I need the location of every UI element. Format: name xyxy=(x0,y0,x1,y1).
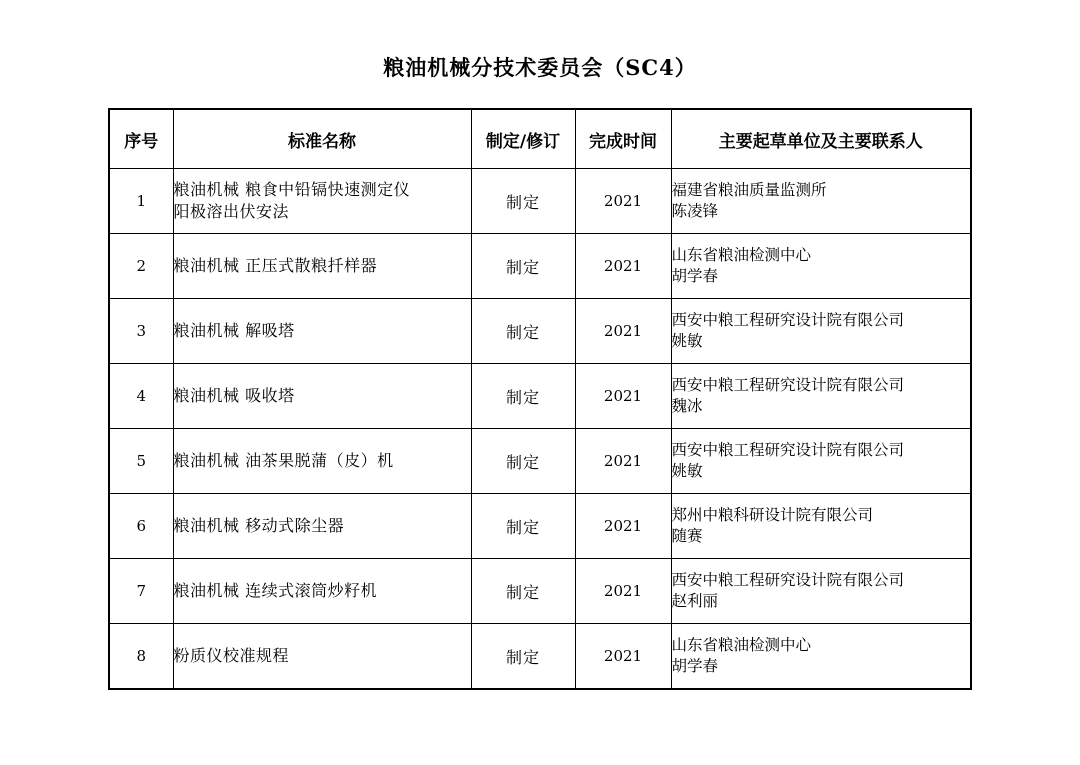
cell-index: 8 xyxy=(109,624,173,690)
table-row xyxy=(109,429,971,494)
standard-name-line: 粉质仪校准规程 xyxy=(173,646,290,666)
organization-line: 西安中粮工程研究设计院有限公司 xyxy=(671,441,905,460)
cell-completion-time: 2021 xyxy=(575,429,671,494)
column-header-index: 序号 xyxy=(109,109,173,169)
cell-index: 3 xyxy=(109,299,173,364)
cell-standard-name xyxy=(173,234,471,299)
contact-person-line: 随赛 xyxy=(671,527,703,545)
table-row xyxy=(109,364,971,429)
standard-name-line: 粮油机械 吸收塔 xyxy=(173,386,295,406)
table-row xyxy=(109,624,971,690)
column-header-type: 制定/修订 xyxy=(471,109,575,169)
contact-person-line: 赵利丽 xyxy=(671,592,719,610)
contact-person-line: 姚敏 xyxy=(671,332,703,350)
cell-standard-name xyxy=(173,364,471,429)
organization-line: 山东省粮油检测中心 xyxy=(671,246,812,265)
contact-person-line: 胡学春 xyxy=(671,267,719,285)
cell-organization xyxy=(671,234,971,299)
cell-type: 制定 xyxy=(471,429,575,494)
cell-organization xyxy=(671,559,971,624)
standard-name-line: 粮油机械 移动式除尘器 xyxy=(173,516,345,536)
cell-completion-time: 2021 xyxy=(575,494,671,559)
cell-type: 制定 xyxy=(471,299,575,364)
cell-organization xyxy=(671,299,971,364)
cell-standard-name xyxy=(173,494,471,559)
cell-index: 2 xyxy=(109,234,173,299)
cell-organization xyxy=(671,429,971,494)
cell-index: 4 xyxy=(109,364,173,429)
table-header xyxy=(109,109,971,169)
contact-person-line: 胡学春 xyxy=(671,657,719,675)
organization-line: 西安中粮工程研究设计院有限公司 xyxy=(671,311,905,330)
cell-type: 制定 xyxy=(471,234,575,299)
cell-standard-name xyxy=(173,299,471,364)
cell-type: 制定 xyxy=(471,624,575,690)
cell-completion-time: 2021 xyxy=(575,299,671,364)
standards-table xyxy=(108,108,972,690)
cell-completion-time: 2021 xyxy=(575,364,671,429)
table-row xyxy=(109,234,971,299)
cell-standard-name xyxy=(173,169,471,234)
page-title: 粮油机械分技术委员会（SC4） xyxy=(383,55,697,80)
table-row xyxy=(109,299,971,364)
table-row xyxy=(109,494,971,559)
contact-person-line: 魏冰 xyxy=(671,397,703,415)
standard-name-line: 粮油机械 正压式散粮扦样器 xyxy=(173,256,378,276)
standard-name-line: 粮油机械 解吸塔 xyxy=(173,321,295,341)
cell-standard-name xyxy=(173,429,471,494)
table-row xyxy=(109,169,971,234)
table-container xyxy=(0,108,1080,690)
cell-index: 1 xyxy=(109,169,173,234)
cell-completion-time: 2021 xyxy=(575,169,671,234)
organization-line: 西安中粮工程研究设计院有限公司 xyxy=(671,571,905,590)
contact-person-line: 陈凌锋 xyxy=(671,202,719,220)
cell-completion-time: 2021 xyxy=(575,559,671,624)
cell-type: 制定 xyxy=(471,169,575,234)
table-body xyxy=(109,169,971,690)
cell-index: 5 xyxy=(109,429,173,494)
cell-completion-time: 2021 xyxy=(575,234,671,299)
contact-person-line: 姚敏 xyxy=(671,462,703,480)
column-header-organization: 主要起草单位及主要联系人 xyxy=(671,109,971,169)
standard-name-line: 粮油机械 油茶果脱蒲（皮）机 xyxy=(173,451,394,471)
cell-organization xyxy=(671,364,971,429)
cell-type: 制定 xyxy=(471,364,575,429)
table-header-row xyxy=(109,109,971,169)
cell-organization xyxy=(671,494,971,559)
cell-organization xyxy=(671,169,971,234)
cell-index: 7 xyxy=(109,559,173,624)
organization-line: 郑州中粮科研设计院有限公司 xyxy=(671,506,874,525)
standard-name-line: 粮油机械 粮食中铅镉快速测定仪 xyxy=(173,180,411,200)
organization-line: 山东省粮油检测中心 xyxy=(671,636,812,655)
standard-name-line: 粮油机械 连续式滚筒炒籽机 xyxy=(173,581,378,601)
column-header-completion-time: 完成时间 xyxy=(575,109,671,169)
column-header-standard-name: 标准名称 xyxy=(173,109,471,169)
organization-line: 福建省粮油质量监测所 xyxy=(671,181,827,200)
cell-standard-name xyxy=(173,624,471,690)
cell-index: 6 xyxy=(109,494,173,559)
table-row xyxy=(109,559,971,624)
standard-name-line: 阳极溶出伏安法 xyxy=(173,202,290,221)
organization-line: 西安中粮工程研究设计院有限公司 xyxy=(671,376,905,395)
cell-type: 制定 xyxy=(471,494,575,559)
cell-standard-name xyxy=(173,559,471,624)
cell-completion-time: 2021 xyxy=(575,624,671,690)
cell-type: 制定 xyxy=(471,559,575,624)
cell-organization xyxy=(671,624,971,690)
